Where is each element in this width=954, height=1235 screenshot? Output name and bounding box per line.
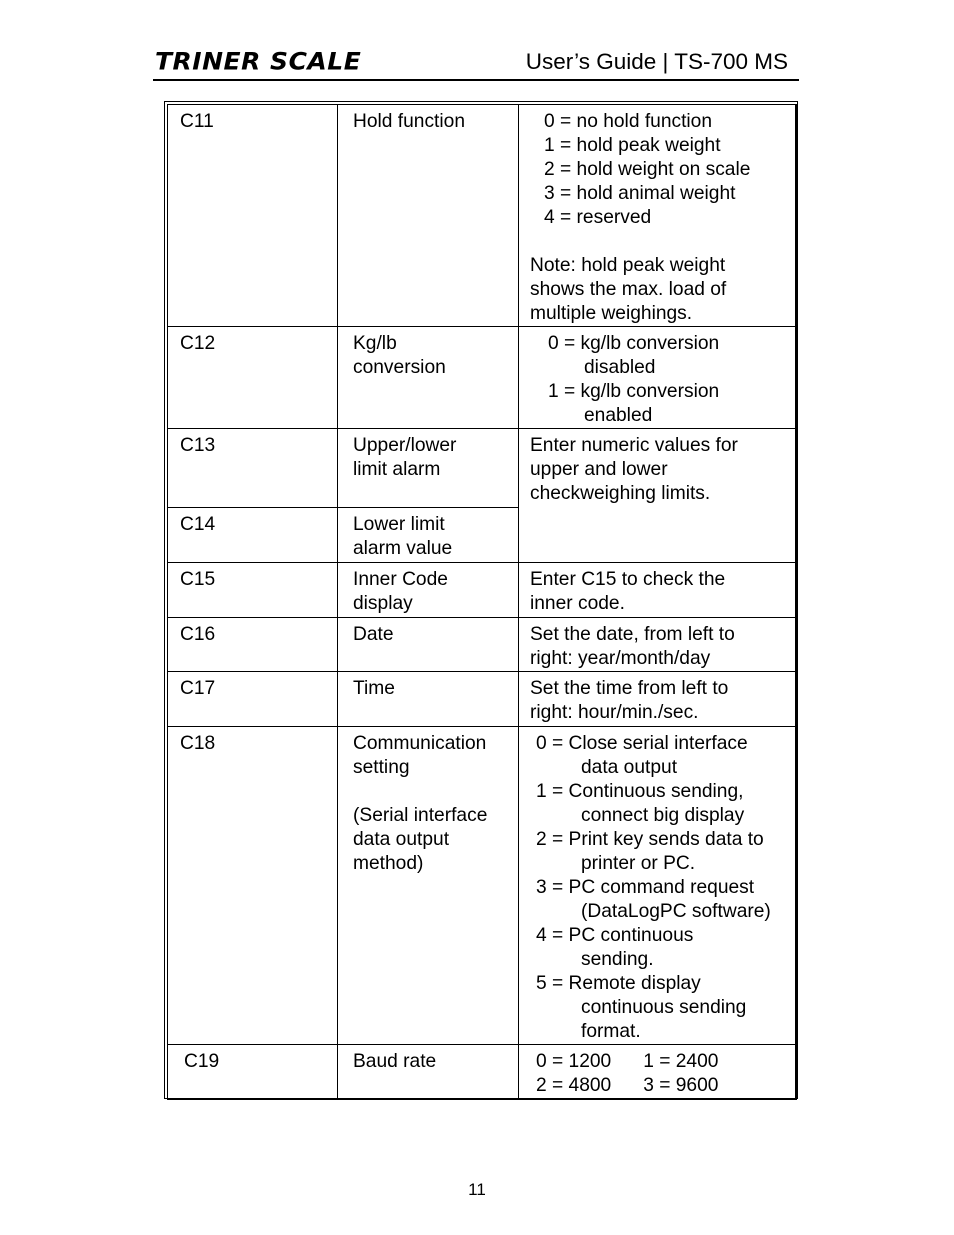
function-cell [338,618,519,672]
function-cell [338,563,519,618]
settings-table [167,104,797,1100]
document-title: User’s Guide | TS-700 MS [525,49,788,74]
table-row-c12 [168,327,796,429]
function-detail: data output [353,829,450,850]
option-line: enabled [584,405,653,426]
table-row-c15 [168,563,796,618]
option-line: (DataLogPC software) [581,901,771,922]
function-name: display [353,593,413,614]
triner-scale-logo: TRINER SCALE [155,47,362,76]
function-name: alarm value [353,538,453,559]
option-line: 3 = PC command request [536,877,755,898]
function-cell [338,1045,519,1100]
function-name: Lower limit [353,514,445,535]
option-line: 4 = reserved [544,207,652,228]
option-line: format. [581,1021,641,1042]
code-value: C14 [180,514,216,535]
page-number: 11 [468,1180,486,1199]
function-cell [338,429,519,508]
function-name: Time [353,678,395,699]
function-cell [338,105,519,327]
header-divider [153,79,799,81]
option-line: data output [581,757,678,778]
option-line: 5 = Remote display [536,973,701,994]
code-cell [168,672,338,727]
code-cell [168,618,338,672]
option-line: continuous sending [581,997,747,1018]
code-cell [168,327,338,429]
code-cell [168,1045,338,1100]
description-line: Set the date, from left to [530,624,735,645]
code-value: C17 [180,678,216,699]
option-line: 0 = kg/lb conversion [548,333,720,354]
code-value: C15 [180,569,216,590]
code-value: C11 [180,111,214,132]
function-name: Date [353,624,394,645]
description-cell [519,563,796,618]
description-line: Set the time from left to [530,678,729,699]
option-line: 2 = 4800 3 = 9600 [536,1075,719,1096]
function-detail: method) [353,853,424,874]
options-cell [519,105,796,327]
table-row-c18 [168,727,796,1045]
option-line: 2 = Print key sends data to [536,829,764,850]
function-name: Kg/lb [353,333,397,354]
description-cell [519,429,796,563]
note-line: multiple weighings. [530,303,693,324]
code-value: C16 [180,624,216,645]
description-line: upper and lower [530,459,668,480]
options-cell [519,1045,796,1100]
function-cell [338,508,519,563]
function-name: conversion [353,357,446,378]
option-line: sending. [581,949,654,970]
function-cell [338,672,519,727]
description-line: right: year/month/day [530,648,711,669]
option-line: disabled [584,357,656,378]
options-cell [519,327,796,429]
function-cell [338,327,519,429]
description-cell [519,618,796,672]
code-value: C13 [180,435,216,456]
code-cell [168,727,338,1045]
code-cell [168,563,338,618]
function-name: Communication [353,733,487,754]
options-cell [519,727,796,1045]
table-row-c19 [168,1045,796,1100]
function-name: setting [353,757,410,778]
function-name: Baud rate [353,1051,437,1072]
code-cell [168,105,338,327]
description-line: checkweighing limits. [530,483,711,504]
function-name: Upper/lower [353,435,457,456]
option-line: printer or PC. [581,853,696,874]
function-detail: (Serial interface [353,805,488,826]
table-row-c11 [168,105,796,327]
option-line: 4 = PC continuous [536,925,694,946]
option-line: connect big display [581,805,745,826]
table-row-c13 [168,429,796,508]
settings-table-frame [164,101,798,1099]
description-cell [519,672,796,727]
option-line: 0 = Close serial interface [536,733,748,754]
function-name: Hold function [353,111,465,132]
function-name: Inner Code [353,569,448,590]
description-line: Enter numeric values for [530,435,738,456]
function-cell [338,727,519,1045]
code-value: C18 [180,733,216,754]
function-name: limit alarm [353,459,441,480]
option-line: 1 = kg/lb conversion [548,381,720,402]
description-line: Enter C15 to check the [530,569,726,590]
option-line: 0 = 1200 1 = 2400 [536,1051,719,1072]
option-line: 1 = hold peak weight [544,135,721,156]
note-line: Note: hold peak weight [530,255,726,276]
code-value: C12 [180,333,216,354]
code-cell [168,508,338,563]
option-line: 3 = hold animal weight [544,183,736,204]
option-line: 1 = Continuous sending, [536,781,744,802]
description-line: right: hour/min./sec. [530,702,699,723]
note-line: shows the max. load of [530,279,727,300]
code-value: C19 [184,1051,220,1072]
description-line: inner code. [530,593,625,614]
table-row-c17 [168,672,796,727]
code-cell [168,429,338,508]
option-line: 2 = hold weight on scale [544,159,751,180]
option-line: 0 = no hold function [544,111,713,132]
table-row-c16 [168,618,796,672]
